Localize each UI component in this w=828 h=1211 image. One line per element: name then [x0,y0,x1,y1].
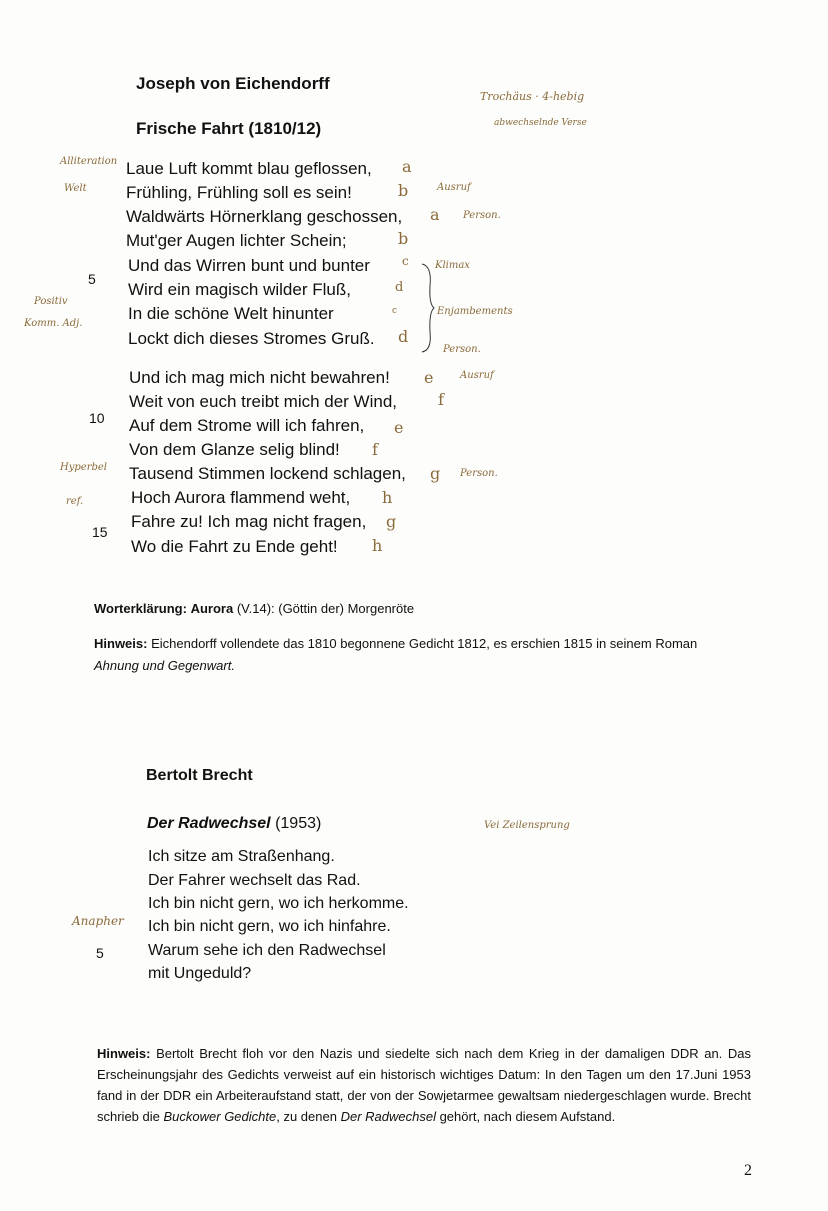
handwritten-note-klimax: Klimax [435,260,470,271]
poem-line: Der Fahrer wechselt das Rad. [148,872,361,889]
handwritten-note-positiv: Positiv [34,296,68,307]
poem-line: Mut'ger Augen lichter Schein; [126,231,347,250]
rhyme-mark: b [398,181,409,200]
rhyme-mark: f [438,390,444,409]
rhyme-mark: a [430,205,440,224]
handwritten-note-brecht: Vei Zeilensprung [484,820,570,831]
hinweis-text-3: gehört, nach diesem Aufstand. [439,1109,616,1124]
rhyme-mark: g [430,464,441,483]
handwritten-note-enjambement: Enjambements [437,306,513,317]
hinweis-italic-buckower: Buckower Gedichte [163,1109,277,1124]
rhyme-mark: h [372,536,383,555]
rhyme-mark: f [372,440,378,459]
poem-line: Von dem Glanze selig blind! [129,440,340,459]
poem-line: Auf dem Strome will ich fahren, [129,416,365,435]
handwritten-note-ausruf-2: Ausruf [460,370,494,381]
handwritten-note-top: Trochäus · 4-hebig [480,90,585,103]
poem-line: Tausend Stimmen lockend schlagen, [129,464,406,483]
hinweis-brecht [97,1043,751,1127]
rhyme-mark: d [395,280,404,295]
hinweis-novel-title: Ahnung und Gegenwart. [94,658,235,673]
hinweis-italic-radwechsel: Der Radwechsel [340,1109,436,1124]
rhyme-mark: e [394,418,404,437]
handwritten-bracket [420,262,436,354]
handwritten-note-adj: Komm. Adj. [24,318,83,329]
poem-title-radwechsel [147,815,321,833]
poem-line: Ich bin nicht gern, wo ich herkomme. [148,895,409,912]
poem-line: mit Ungeduld? [148,965,252,982]
page-number: 2 [744,1162,752,1179]
poem-line: Wird ein magisch wilder Fluß, [128,280,351,299]
author-brecht: Bertolt Brecht [146,767,253,784]
handwritten-note-2: Welt [64,183,87,194]
handwritten-note-ausruf: Ausruf [437,182,471,193]
rhyme-mark: c [392,306,398,316]
worterklaerung [94,598,414,620]
poem-line: Warum sehe ich den Radwechsel [148,942,386,959]
line-number: 5 [88,271,96,287]
poem-line: Fahre zu! Ich mag nicht fragen, [131,512,367,531]
rhyme-mark: a [402,157,412,176]
hinweis-label: Hinweis: [97,1046,151,1061]
poem-line: Weit von euch treibt mich der Wind, [129,392,398,411]
poem-line: Waldwärts Hörnerklang geschossen, [126,207,403,226]
handwritten-note-person-2: Person. [443,344,481,355]
poem-line: Lockt dich dieses Stromes Gruß. [128,329,375,348]
poem-line: Hoch Aurora flammend weht, [131,488,351,507]
line-number: 15 [92,524,108,540]
hinweis-text-1: Bertolt Brecht floh vor den Nazis und siedelte sich nach dem Krieg in der damaligen DDR an. Das Erscheinungsjahr des Gedichts verweist auf ein historisch wichtiges Datum: In den Tagen um den 17.Juni 1953 fand in der DDR ein Arbeiteraufstand statt, der von der Sowjetarmee gewaltsam niedergeschlagen wurde. Brecht schrieb die [97,1046,751,1124]
worterklaerung-term: Aurora [190,601,234,616]
handwritten-note-person: Person. [463,210,501,221]
hinweis-eichendorff [94,633,754,677]
rhyme-mark: d [398,327,409,346]
rhyme-mark: c [402,254,409,268]
poem-line: Ich sitze am Straßenhang. [148,848,335,865]
handwritten-note-ref: ref. [66,496,84,507]
line-number: 10 [89,410,105,426]
worterklaerung-label: Worterklärung: [94,601,187,616]
line-number: 5 [96,945,104,961]
hinweis-text: Eichendorff vollendete das 1810 begonnene Gedicht 1812, es erschien 1815 in seinem Roman [151,636,698,651]
handwritten-note-person-3: Person. [460,468,498,479]
poem-line: Laue Luft kommt blau geflossen, [126,159,372,178]
rhyme-mark: g [386,512,397,531]
poem-title-italic: Der Radwechsel [147,815,271,832]
hinweis-text-2: , zu denen [276,1109,337,1124]
poem-line: In die schöne Welt hinunter [128,304,334,323]
handwritten-note-top-2: abwechselnde Verse [494,118,587,128]
poem-line: Wo die Fahrt zu Ende geht! [131,537,338,556]
worterklaerung-text: (V.14): (Göttin der) Morgenröte [236,601,415,616]
rhyme-mark: b [398,229,409,248]
poem-line: Frühling, Frühling soll es sein! [126,183,352,202]
rhyme-mark: e [424,368,434,387]
hinweis-label: Hinweis: [94,636,148,651]
poem-line: Und das Wirren bunt und bunter [128,256,370,275]
poem-line: Und ich mag mich nicht bewahren! [129,368,390,387]
poem-line: Ich bin nicht gern, wo ich hinfahre. [148,918,391,935]
handwritten-note-hyperbel: Hyperbel [60,462,107,473]
handwritten-note-alliteration: Alliteration [60,156,118,167]
handwritten-note-anapher: Anapher [72,914,124,928]
poem-title-frische-fahrt: Frische Fahrt (1810/12) [136,119,322,138]
rhyme-mark: h [382,488,393,507]
poem-title-year: (1953) [275,815,322,832]
author-eichendorff: Joseph von Eichendorff [136,74,330,93]
